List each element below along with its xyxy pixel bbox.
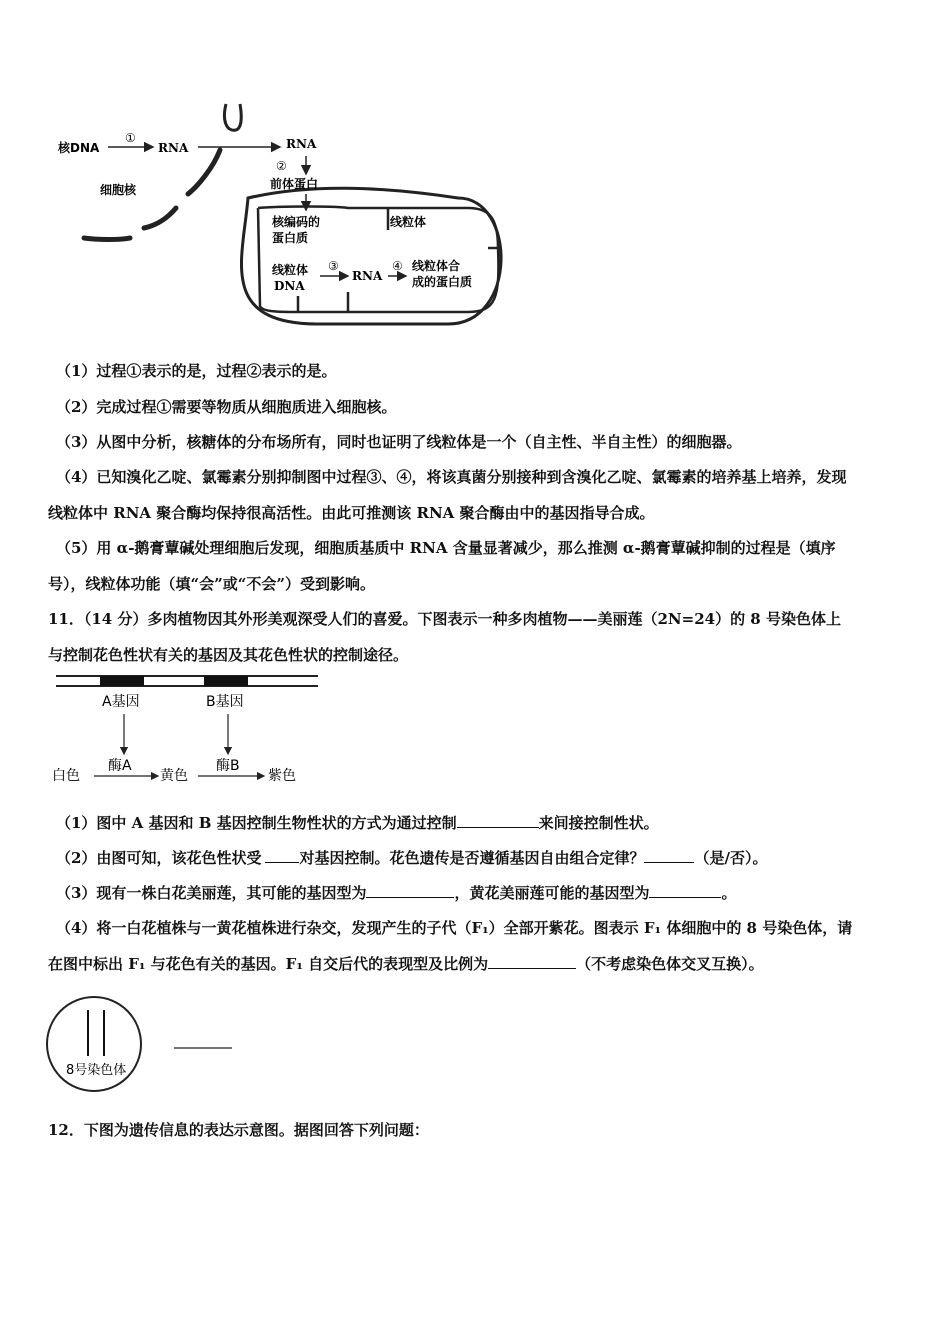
label-mito-protein-1: 线粒体合 xyxy=(412,259,461,273)
gene-a-block xyxy=(100,676,144,686)
q10-part-3: （3）从图中分析，核糖体的分布场所有，同时也证明了线粒体是一个（自主性、半自主性）的细胞器。 xyxy=(56,433,742,451)
label-mito-dna-1: 线粒体 xyxy=(272,263,309,277)
gene-expression-diagram xyxy=(48,98,518,333)
answer-blank[interactable] xyxy=(366,883,454,898)
label-yellow: 黄色 xyxy=(160,768,188,784)
label-step-4: ④ xyxy=(392,259,403,273)
label-nuclear-dna: 核DNA xyxy=(58,141,100,155)
q11-part-3: （3）现有一株白花美丽莲，其可能的基因型为 ，黄花美丽莲可能的基因型为 。 xyxy=(56,884,737,902)
label-enzyme-b: 酶B xyxy=(216,758,240,774)
label-gene-b: B基因 xyxy=(206,694,244,710)
q11-part-2: （2）由图可知，该花色性状受 对基因控制。花色遗传是否遵循基因自由组合定律？ （是/否）。 xyxy=(56,849,768,867)
label-gene-a: A基因 xyxy=(102,694,140,710)
q10-part-5b: 号），线粒体功能（填“会”或“不会”）受到影响。 xyxy=(48,575,376,593)
q11-intro-b: 与控制花色性状有关的基因及其花色性状的控制途径。 xyxy=(48,646,409,664)
q10-part-5a: （5）用 α-鹅膏蕈碱处理细胞后发现，细胞质基质中 RNA 含量显著减少，那么推测 α-鹅膏蕈碱抑制的过程是（填序 xyxy=(56,539,836,557)
gene-b-block xyxy=(204,676,248,686)
label-rna-mito: RNA xyxy=(352,269,383,283)
label-step-3: ③ xyxy=(328,259,339,273)
q10-part-2: （2）完成过程①需要等物质从细胞质进入细胞核。 xyxy=(56,398,397,416)
nuclear-envelope xyxy=(224,104,241,130)
q12-title: 12．下图为遗传信息的表达示意图。据图回答下列问题： xyxy=(48,1121,429,1139)
q10-part-1: （1）过程①表示的是，过程②表示的是。 xyxy=(56,362,337,380)
flower-color-pathway-diagram xyxy=(48,672,318,790)
label-mito-protein-2: 成的蛋白质 xyxy=(412,275,473,289)
chromosome-8-diagram xyxy=(44,992,244,1097)
answer-blank[interactable] xyxy=(265,848,299,863)
answer-blank[interactable] xyxy=(488,954,576,969)
q10-part-4b: 线粒体中 RNA 聚合酶均保持很高活性。由此可推测该 RNA 聚合酶由中的基因指导合成。 xyxy=(48,504,655,522)
q10-part-4a: （4）已知溴化乙啶、氯霉素分别抑制图中过程③、④，将该真菌分别接种到含溴化乙啶、氯霉素的培养基上培养，发现 xyxy=(56,468,847,486)
label-mitochondrion: 线粒体 xyxy=(390,215,427,229)
label-rna-nucleus: RNA xyxy=(158,141,189,155)
label-white: 白色 xyxy=(52,768,80,784)
q11-part-1: （1）图中 A 基因和 B 基因控制生物性状的方式为通过控制 来间接控制性状。 xyxy=(56,814,659,832)
label-purple: 紫色 xyxy=(268,768,296,784)
label-nuclear-encoded-1: 核编码的 xyxy=(272,215,321,229)
label-step-2: ② xyxy=(276,159,287,173)
label-step-1: ① xyxy=(125,131,136,145)
q11-part-4b: 在图中标出 F₁ 与花色有关的基因。F₁ 自交后代的表现型及比例为 （不考虑染色体交叉互换）。 xyxy=(48,955,764,973)
label-nucleus: 细胞核 xyxy=(100,183,137,197)
q11-intro-a: 11．（14 分）多肉植物因其外形美观深受人们的喜爱。下图表示一种多肉植物——美丽莲（2N=24）的 8 号染色体上 xyxy=(48,610,841,628)
answer-blank[interactable] xyxy=(644,848,694,863)
q11-part-4a: （4）将一白花植株与一黄花植株进行杂交，发现产生的子代（F₁）全部开紫花。图表示 F₁ 体细胞中的 8 号染色体，请 xyxy=(56,919,853,937)
answer-blank[interactable] xyxy=(649,883,721,898)
answer-blank[interactable] xyxy=(457,813,539,828)
label-nuclear-encoded-2: 蛋白质 xyxy=(272,231,309,245)
label-precursor-protein: 前体蛋白 xyxy=(270,177,319,191)
label-enzyme-a: 酶A xyxy=(108,758,132,774)
label-mito-dna-2: DNA xyxy=(274,279,305,293)
label-chromosome-8: 8号染色体 xyxy=(66,1063,127,1078)
label-rna-cytoplasm: RNA xyxy=(286,137,317,151)
